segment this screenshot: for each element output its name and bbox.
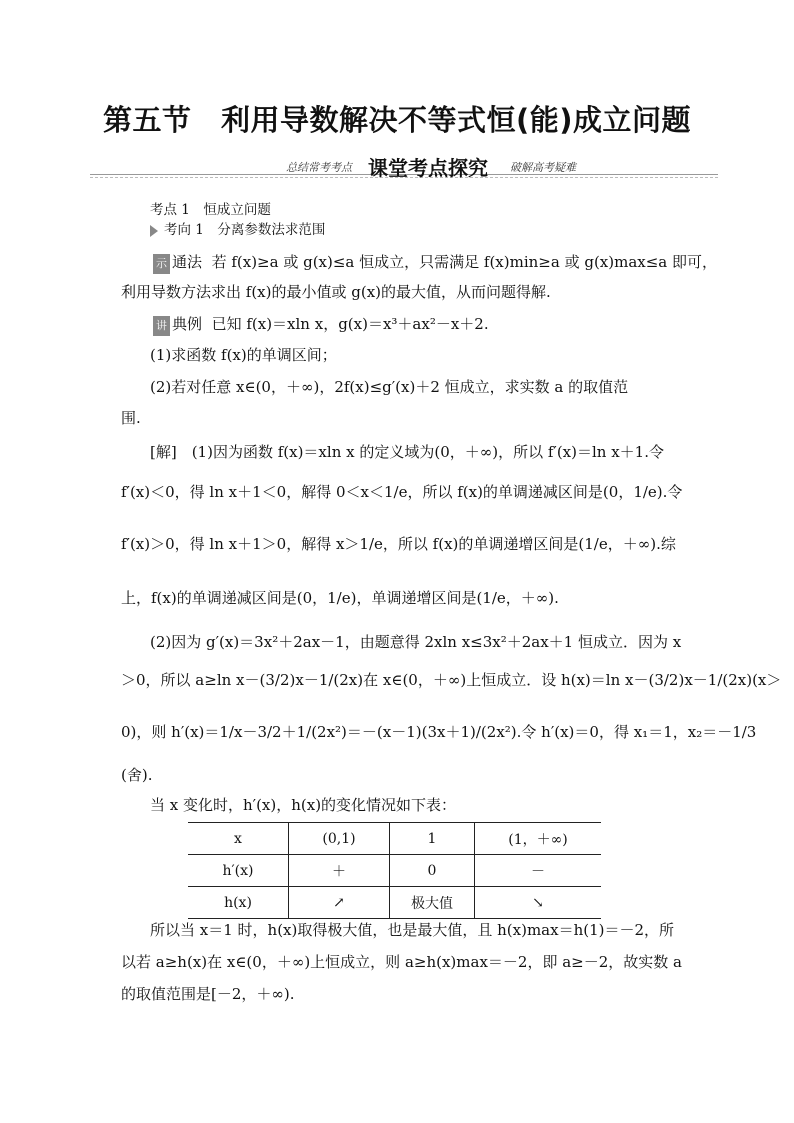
- question-2: (2)若对任意 x∈(0，＋∞)，2f(x)≤g′(x)＋2 恒成立，求实数 a 的取值范: [150, 378, 629, 396]
- solution-line: f′(x)＞0，得 ln x＋1＞0，解得 x＞1/e，所以 f(x)的单调递增区间是(1/e，＋∞).综: [121, 535, 676, 553]
- conclusion-line: 的取值范围是[－2，＋∞).: [121, 985, 295, 1003]
- table-cell: (1，＋∞): [475, 823, 602, 855]
- question-1: (1)求函数 f(x)的单调区间；: [150, 346, 337, 364]
- conclusion-line: 以若 a≥h(x)在 x∈(0，＋∞)上恒成立，则 a≥h(x)max＝－2，即 a≥－2，故实数 a: [121, 953, 682, 971]
- method-text-2: 利用导数方法求出 f(x)的最小值或 g(x)的最大值，从而问题得解.: [121, 283, 551, 301]
- table-cell: ↘: [475, 887, 602, 919]
- conclusion-line: 所以当 x＝1 时，h(x)取得极大值，也是最大值，且 h(x)max＝h(1)＝－2，所: [150, 921, 675, 939]
- table-cell: －: [475, 855, 602, 887]
- example-tag: 讲: [153, 316, 170, 336]
- table-cell: h′(x): [188, 855, 289, 887]
- banner-left-text: 总结常考考点: [286, 161, 352, 174]
- table-row: [188, 855, 601, 887]
- solution-line: (舍).: [121, 766, 153, 784]
- solution-line: 上，f(x)的单调递减区间是(0，1/e)，单调递增区间是(1/e，＋∞).: [121, 589, 559, 607]
- table-row: [188, 887, 601, 919]
- table-cell: ↗: [289, 887, 390, 919]
- subsection-label: 考向 1 分离参数法求范围: [164, 222, 326, 238]
- method-line-1: [153, 252, 717, 274]
- example-statement: 已知 f(x)＝xln x，g(x)＝x³＋ax²－x＋2.: [211, 315, 489, 333]
- solution-line: (2)因为 g′(x)＝3x²＋2ax－1，由题意得 2xln x≤3x²＋2ax＋1 恒成立．因为 x: [150, 633, 682, 651]
- page-title: 第五节 利用导数解决不等式恒(能)成立问题: [102, 103, 691, 137]
- triangle-icon: [150, 225, 158, 237]
- table-cell: 0: [390, 855, 475, 887]
- solution-line: 0)，则 h′(x)＝1/x－3/2＋1/(2x²)＝－(x－1)(3x＋1)/(2x²).令 h′(x)＝0，得 x₁＝1，x₂＝－1/3: [121, 723, 757, 741]
- table-cell: ＋: [289, 855, 390, 887]
- table-cell: 1: [390, 823, 475, 855]
- table-cell: 极大值: [390, 887, 475, 919]
- method-tag: 示: [153, 254, 170, 274]
- table-cell: (0,1): [289, 823, 390, 855]
- method-text-1: 若 f(x)≥a 或 g(x)≤a 恒成立，只需满足 f(x)min≥a 或 g(x)max≤a 即可，: [211, 253, 718, 271]
- section-banner: [90, 152, 718, 178]
- solution-line: [解] (1)因为函数 f(x)＝xln x 的定义域为(0，＋∞)，所以 f′(x)＝ln x＋1.令: [150, 443, 664, 461]
- table-cell: h(x): [188, 887, 289, 919]
- subsection-heading: [150, 220, 325, 240]
- banner-main-text: 课堂考点探究: [368, 156, 488, 180]
- solution-line: f′(x)＜0，得 ln x＋1＜0，解得 0＜x＜1/e，所以 f(x)的单调递减区间是(0，1/e).令: [121, 483, 683, 501]
- question-2-end: 围.: [121, 409, 141, 427]
- variation-table: [188, 822, 601, 919]
- table-row: [188, 823, 601, 855]
- solution-line: 当 x 变化时，h′(x)，h(x)的变化情况如下表：: [150, 796, 457, 814]
- solution-line: ＞0，所以 a≥ln x－(3/2)x－1/(2x)在 x∈(0，＋∞)上恒成立．设 h(x)＝ln x－(3/2)x－1/(2x)(x＞: [121, 671, 782, 689]
- example-statement-line: [153, 314, 489, 336]
- table-cell: x: [188, 823, 289, 855]
- banner-right-text: 破解高考疑难: [510, 161, 576, 174]
- method-label: 通法: [172, 253, 203, 271]
- section-heading: 考点 1 恒成立问题: [150, 202, 271, 218]
- example-label: 典例: [172, 315, 203, 333]
